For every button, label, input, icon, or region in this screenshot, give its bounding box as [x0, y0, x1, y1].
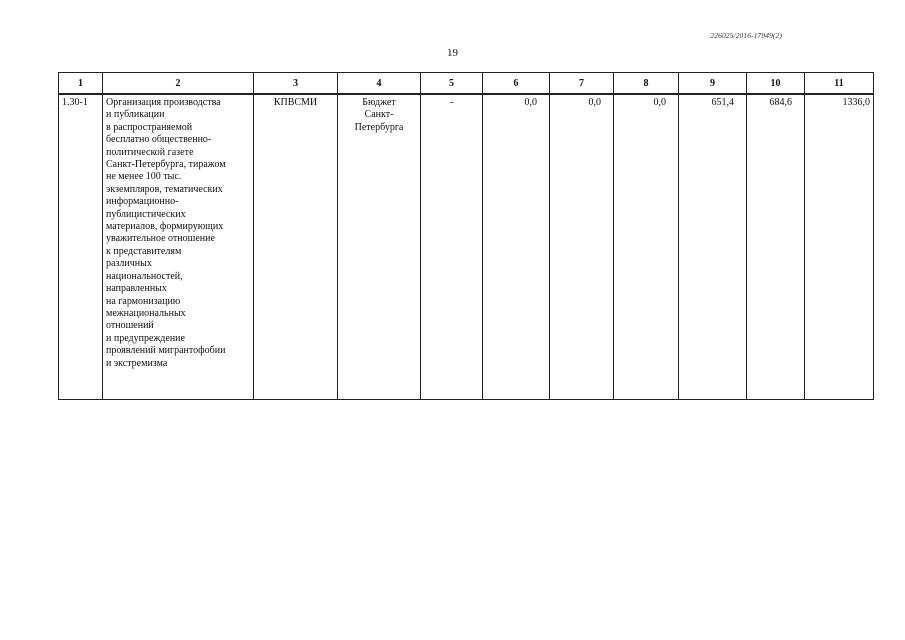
description-line: направленных — [106, 283, 167, 295]
description-line: Организация производства — [106, 97, 221, 108]
description-line: проявлений мигрантофобии — [106, 345, 226, 357]
row-number-cell: 1.30-1 — [59, 94, 103, 400]
column-header-10: 10 — [747, 73, 805, 95]
col6-cell: 0,0 — [483, 94, 550, 400]
funding-source-cell — [338, 94, 421, 400]
col5-cell: - — [421, 94, 483, 400]
column-header-5: 5 — [421, 73, 483, 95]
description-line: не менее 100 тыс. — [106, 171, 182, 183]
description-line: Санкт-Петербурга, тиражом — [106, 159, 226, 171]
table-row — [59, 94, 874, 400]
column-header-9: 9 — [679, 73, 747, 95]
description-line: экземпляров, тематических — [106, 183, 223, 195]
document-id: 226025/2016-17949(2) — [710, 31, 782, 40]
description-line: бесплатно общественно- — [106, 134, 212, 146]
description-line: информационно- — [106, 196, 179, 208]
description-line: и публикации — [106, 109, 165, 121]
description-line: отношений — [106, 320, 154, 332]
description-line: национальностей, — [106, 270, 183, 282]
column-header-11: 11 — [805, 73, 874, 95]
column-header-8: 8 — [614, 73, 679, 95]
budget-table — [58, 72, 874, 400]
funding-source-line: Бюджет — [362, 97, 396, 108]
description-line: межнациональных — [106, 307, 186, 319]
col7-cell: 0,0 — [550, 94, 614, 400]
table-header-row — [59, 73, 874, 95]
description-line: различных — [106, 258, 152, 270]
description-cell — [103, 94, 254, 400]
description-line: и экстремизма — [106, 357, 168, 369]
funding-source-line: Санкт- — [364, 109, 394, 121]
description-line: уважительное отношение — [106, 233, 215, 245]
description-line: на гармонизацию — [106, 295, 181, 307]
page-number: 19 — [447, 47, 458, 59]
description-line: и предупреждение — [106, 332, 185, 344]
col11-cell: 1336,0 — [805, 94, 874, 400]
column-header-2: 2 — [103, 73, 254, 95]
funding-source-line: Петербурга — [354, 121, 404, 133]
column-header-1: 1 — [59, 73, 103, 95]
column-header-3: 3 — [254, 73, 338, 95]
col10-cell: 684,6 — [747, 94, 805, 400]
description-line: публицистических — [106, 208, 186, 220]
description-line: политической газете — [106, 146, 194, 158]
executor-cell: КПВСМИ — [254, 94, 338, 400]
col9-cell: 651,4 — [679, 94, 747, 400]
col8-cell: 0,0 — [614, 94, 679, 400]
column-header-6: 6 — [483, 73, 550, 95]
column-header-4: 4 — [338, 73, 421, 95]
column-header-7: 7 — [550, 73, 614, 95]
description-line: в распространяемой — [106, 121, 193, 133]
description-line: к представителям — [106, 245, 182, 257]
description-line: материалов, формирующих — [106, 221, 224, 233]
